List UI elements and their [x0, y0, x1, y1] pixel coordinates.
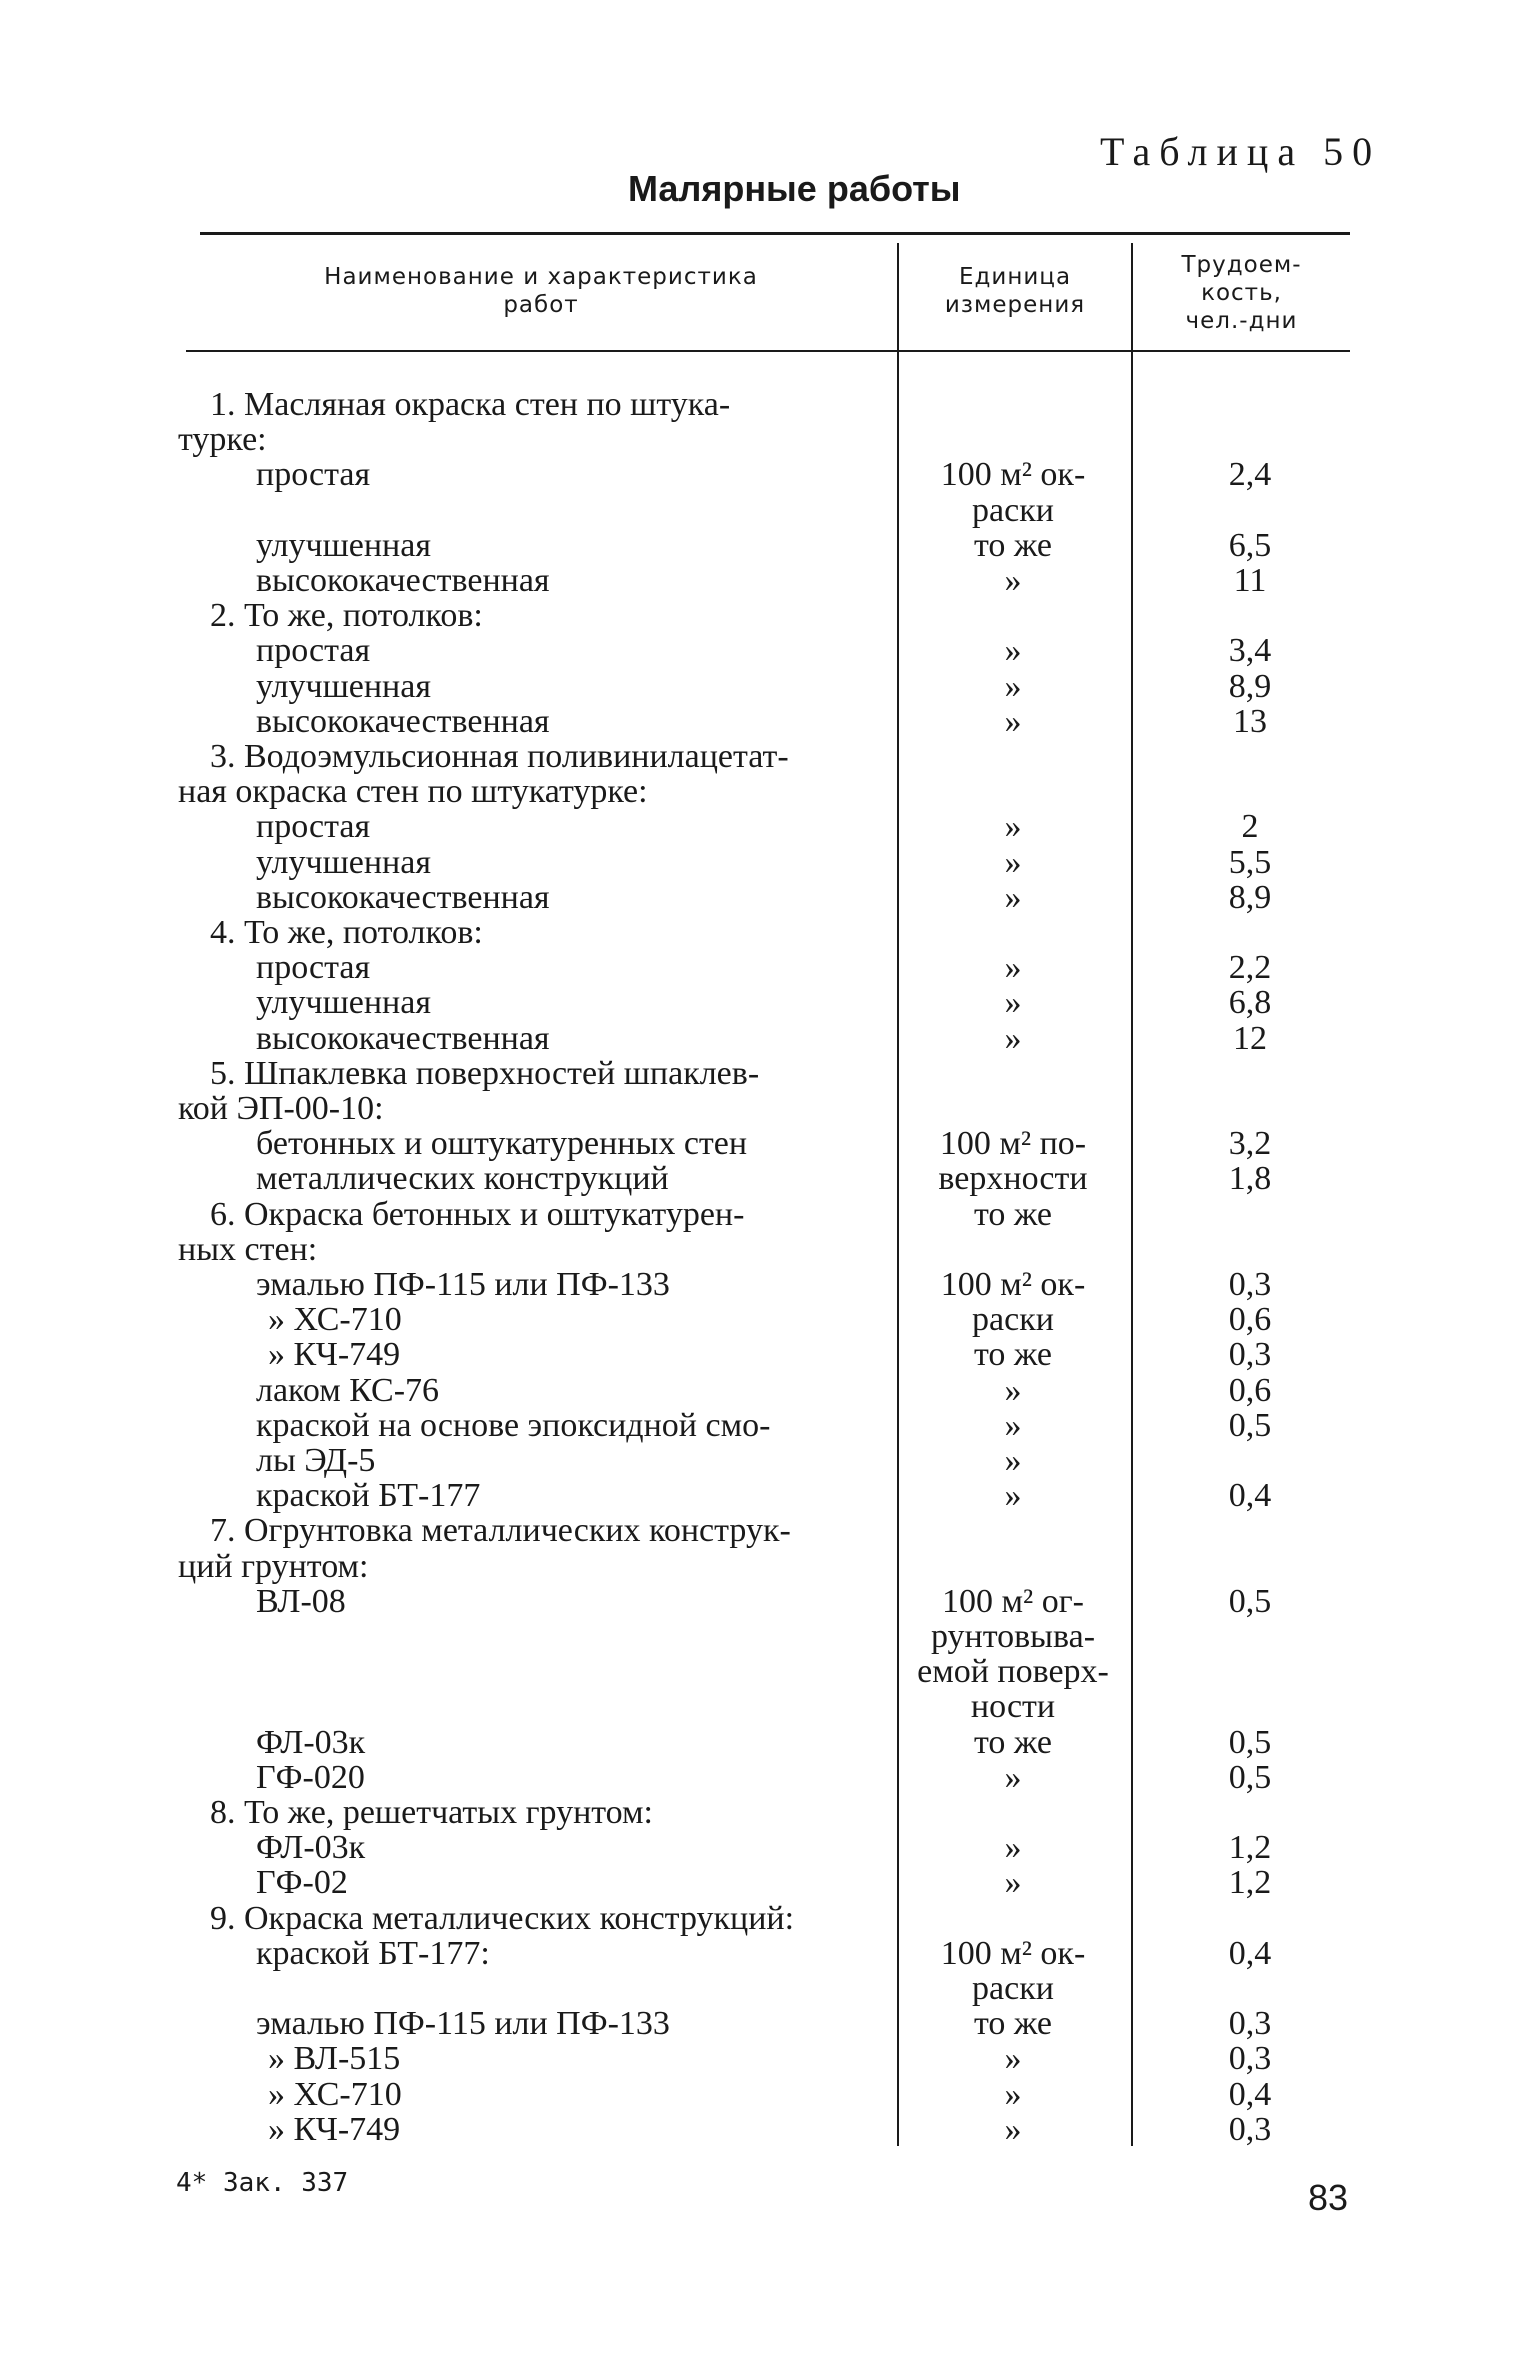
labor-value: 0,6: [1228, 1372, 1272, 1409]
labor-value: 8,9: [1228, 879, 1272, 916]
work-name: ВЛ-08: [256, 1583, 346, 1620]
unit-of-measure: »: [1004, 632, 1022, 669]
unit-of-measure: то же: [973, 1724, 1053, 1761]
unit-of-measure: »: [1004, 1477, 1022, 1514]
work-name: ГФ-020: [256, 1759, 365, 1796]
unit-of-measure: верхности: [938, 1160, 1088, 1197]
labor-value: 0,4: [1228, 2076, 1272, 2113]
labor-value: 1,8: [1228, 1160, 1272, 1197]
unit-of-measure: »: [1004, 879, 1022, 916]
labor-value: 3,2: [1228, 1125, 1272, 1162]
table-row: [0, 880, 1535, 915]
table-row: [0, 1373, 1535, 1408]
unit-of-measure: »: [1004, 984, 1022, 1021]
unit-of-measure: 100 м² ок-: [940, 1935, 1086, 1972]
unit-of-measure: »: [1004, 949, 1022, 986]
unit-of-measure: »: [1004, 1372, 1022, 1409]
table-row: [0, 2077, 1535, 2112]
work-name: краской БТ-177: [256, 1477, 481, 1514]
table-row: [0, 1689, 1535, 1724]
table-row: [0, 1021, 1535, 1056]
unit-of-measure: »: [1004, 1759, 1022, 1796]
table-row: [0, 563, 1535, 598]
work-name: 6. Окраска бетонных и оштукатурен-: [210, 1196, 745, 1233]
header-top-rule: [200, 232, 1350, 235]
table-row: [0, 1619, 1535, 1654]
work-name: кой ЭП-00-10:: [178, 1090, 384, 1127]
unit-of-measure: 100 м² ок-: [940, 1266, 1086, 1303]
unit-of-measure: 100 м² ог-: [942, 1583, 1084, 1620]
table-row: [0, 1760, 1535, 1795]
table-row: [0, 493, 1535, 528]
table-row: [0, 528, 1535, 563]
work-name: высококачественная: [256, 879, 550, 916]
work-name: простая: [256, 808, 371, 845]
table-row: [0, 845, 1535, 880]
labor-value: 5,5: [1228, 844, 1272, 881]
labor-value: 0,3: [1228, 1266, 1272, 1303]
table-row: [0, 1584, 1535, 1619]
work-name: краской БТ-177:: [256, 1935, 490, 1972]
table-row: [0, 1795, 1535, 1830]
unit-of-measure: »: [1004, 703, 1022, 740]
work-name: » КЧ-749: [268, 1336, 401, 1373]
work-name: » ВЛ-515: [268, 2040, 401, 2077]
header-labor-line-2: кость,: [1201, 280, 1282, 306]
work-name: простая: [256, 632, 371, 669]
unit-of-measure: »: [1004, 844, 1022, 881]
labor-value: 2: [1241, 808, 1259, 845]
labor-value: 6,8: [1228, 984, 1272, 1021]
unit-of-measure: »: [1004, 2040, 1022, 2077]
work-name: » ХС-710: [268, 2076, 402, 2113]
work-name: краской на основе эпоксидной смо-: [256, 1407, 771, 1444]
labor-value: 0,4: [1228, 1477, 1272, 1514]
work-name: ных стен:: [178, 1231, 318, 1268]
table-row: [0, 1478, 1535, 1513]
labor-value: 3,4: [1228, 632, 1272, 669]
unit-of-measure: то же: [973, 2005, 1053, 2042]
work-name: высококачественная: [256, 562, 550, 599]
work-name: ций грунтом:: [178, 1548, 369, 1585]
table-row: [0, 387, 1535, 422]
labor-value: 0,4: [1228, 1935, 1272, 1972]
table-row: [0, 1513, 1535, 1548]
header-labor-line-1: Трудоем-: [1181, 252, 1302, 278]
table-row: [0, 2041, 1535, 2076]
table-row: [0, 1091, 1535, 1126]
table-row: [0, 1654, 1535, 1689]
header-bottom-rule: [186, 350, 1350, 352]
work-name: эмалью ПФ-115 или ПФ-133: [256, 1266, 670, 1303]
table-row: [0, 950, 1535, 985]
unit-of-measure: то же: [973, 527, 1053, 564]
table-row: [0, 1971, 1535, 2006]
work-name: высококачественная: [256, 703, 550, 740]
labor-value: 0,3: [1228, 2040, 1272, 2077]
work-name: простая: [256, 949, 371, 986]
unit-of-measure: »: [1004, 668, 1022, 705]
unit-of-measure: емой поверх-: [917, 1653, 1109, 1690]
work-name: улучшенная: [256, 844, 431, 881]
header-unit-line-2: измерения: [944, 292, 1086, 318]
labor-value: 0,5: [1228, 1583, 1272, 1620]
work-name: 3. Водоэмульсионная поливинилацетат-: [210, 738, 789, 775]
work-name: 5. Шпаклевка поверхностей шпаклев-: [210, 1055, 760, 1092]
unit-of-measure: »: [1004, 2111, 1022, 2148]
labor-value: 0,5: [1228, 1759, 1272, 1796]
work-name: улучшенная: [256, 527, 431, 564]
labor-value: 12: [1233, 1020, 1267, 1057]
work-name: 8. То же, решетчатых грунтом:: [210, 1794, 653, 1831]
header-unit: [899, 263, 1131, 319]
labor-value: 0,3: [1228, 2111, 1272, 2148]
print-order-mark: 4* Зак. 337: [176, 2168, 349, 2198]
work-name: эмалью ПФ-115 или ПФ-133: [256, 2005, 670, 2042]
labor-value: 1,2: [1228, 1829, 1272, 1866]
table-row: [0, 2006, 1535, 2041]
unit-of-measure: »: [1004, 1407, 1022, 1444]
table-row: [0, 704, 1535, 739]
header-unit-line-1: Единица: [958, 264, 1072, 290]
labor-value: 0,3: [1228, 1336, 1272, 1373]
table-row: [0, 1443, 1535, 1478]
table-row: [0, 1865, 1535, 1900]
unit-of-measure: »: [1004, 1829, 1022, 1866]
table-row: [0, 633, 1535, 668]
work-name: 4. То же, потолков:: [210, 914, 483, 951]
unit-of-measure: »: [1004, 1442, 1022, 1479]
table-row: [0, 739, 1535, 774]
unit-of-measure: »: [1004, 808, 1022, 845]
page-title: Малярные работы: [628, 168, 961, 209]
page-number: 83: [1308, 2177, 1349, 2218]
work-name: улучшенная: [256, 668, 431, 705]
table-row: [0, 915, 1535, 950]
table-row: [0, 598, 1535, 633]
work-name: » ХС-710: [268, 1301, 402, 1338]
work-name: 1. Масляная окраска стен по штука-: [210, 386, 731, 423]
table-row: [0, 1197, 1535, 1232]
header-name-line-2: работ: [503, 292, 579, 318]
table-row: [0, 1408, 1535, 1443]
table-row: [0, 809, 1535, 844]
table-row: [0, 1126, 1535, 1161]
header-name: [186, 263, 896, 319]
unit-of-measure: то же: [973, 1336, 1053, 1373]
work-name: лаком КС-76: [256, 1372, 440, 1409]
work-name: турке:: [178, 421, 267, 458]
table-row: [0, 1161, 1535, 1196]
table-row: [0, 457, 1535, 492]
unit-of-measure: рунтовыва-: [930, 1618, 1096, 1655]
work-name: ФЛ-03к: [256, 1724, 366, 1761]
work-name: высококачественная: [256, 1020, 550, 1057]
header-labor-line-3: чел.-дни: [1185, 308, 1298, 334]
unit-of-measure: »: [1004, 562, 1022, 599]
work-name: улучшенная: [256, 984, 431, 1021]
labor-value: 8,9: [1228, 668, 1272, 705]
table-row: [0, 1936, 1535, 1971]
table-row: [0, 2112, 1535, 2147]
table-row: [0, 1549, 1535, 1584]
table-row: [0, 1056, 1535, 1091]
unit-of-measure: »: [1004, 2076, 1022, 2113]
work-name: 2. То же, потолков:: [210, 597, 483, 634]
labor-value: 0,6: [1228, 1301, 1272, 1338]
labor-value: 2,4: [1228, 456, 1272, 493]
unit-of-measure: »: [1004, 1020, 1022, 1057]
labor-value: 0,5: [1228, 1407, 1272, 1444]
work-name: простая: [256, 456, 371, 493]
unit-of-measure: 100 м² по-: [939, 1125, 1087, 1162]
labor-value: 0,3: [1228, 2005, 1272, 2042]
work-name: бетонных и оштукатуренных стен: [256, 1125, 748, 1162]
work-name: металлических конструкций: [256, 1160, 669, 1197]
table-label: Таблица 50: [1100, 129, 1382, 174]
work-name: 7. Огрунтовка металлических конструк-: [210, 1512, 791, 1549]
work-name: ФЛ-03к: [256, 1829, 366, 1866]
table-row: [0, 1337, 1535, 1372]
header-name-line-1: Наименование и характеристика: [324, 264, 758, 290]
labor-value: 13: [1233, 703, 1267, 740]
table-row: [0, 985, 1535, 1020]
table-row: [0, 1302, 1535, 1337]
table-row: [0, 1725, 1535, 1760]
table-row: [0, 1901, 1535, 1936]
unit-of-measure: раски: [972, 1970, 1054, 2007]
unit-of-measure: раски: [972, 1301, 1054, 1338]
labor-value: 6,5: [1228, 527, 1272, 564]
labor-value: 2,2: [1228, 949, 1272, 986]
table-row: [0, 669, 1535, 704]
labor-value: 1,2: [1228, 1864, 1272, 1901]
work-name: ная окраска стен по штукатурке:: [178, 773, 648, 810]
unit-of-measure: »: [1004, 1864, 1022, 1901]
table-row: [0, 774, 1535, 809]
work-name: » КЧ-749: [268, 2111, 401, 2148]
labor-value: 0,5: [1228, 1724, 1272, 1761]
unit-of-measure: 100 м² ок-: [940, 456, 1086, 493]
work-name: 9. Окраска металлических конструкций:: [210, 1900, 795, 1937]
table-row: [0, 422, 1535, 457]
labor-value: 11: [1233, 562, 1267, 599]
work-name: ГФ-02: [256, 1864, 348, 1901]
work-name: лы ЭД-5: [256, 1442, 376, 1479]
table-row: [0, 1232, 1535, 1267]
unit-of-measure: раски: [972, 492, 1054, 529]
unit-of-measure: ности: [970, 1688, 1056, 1725]
unit-of-measure: то же: [973, 1196, 1053, 1233]
table-row: [0, 1267, 1535, 1302]
table-row: [0, 1830, 1535, 1865]
header-labor: [1133, 251, 1350, 335]
